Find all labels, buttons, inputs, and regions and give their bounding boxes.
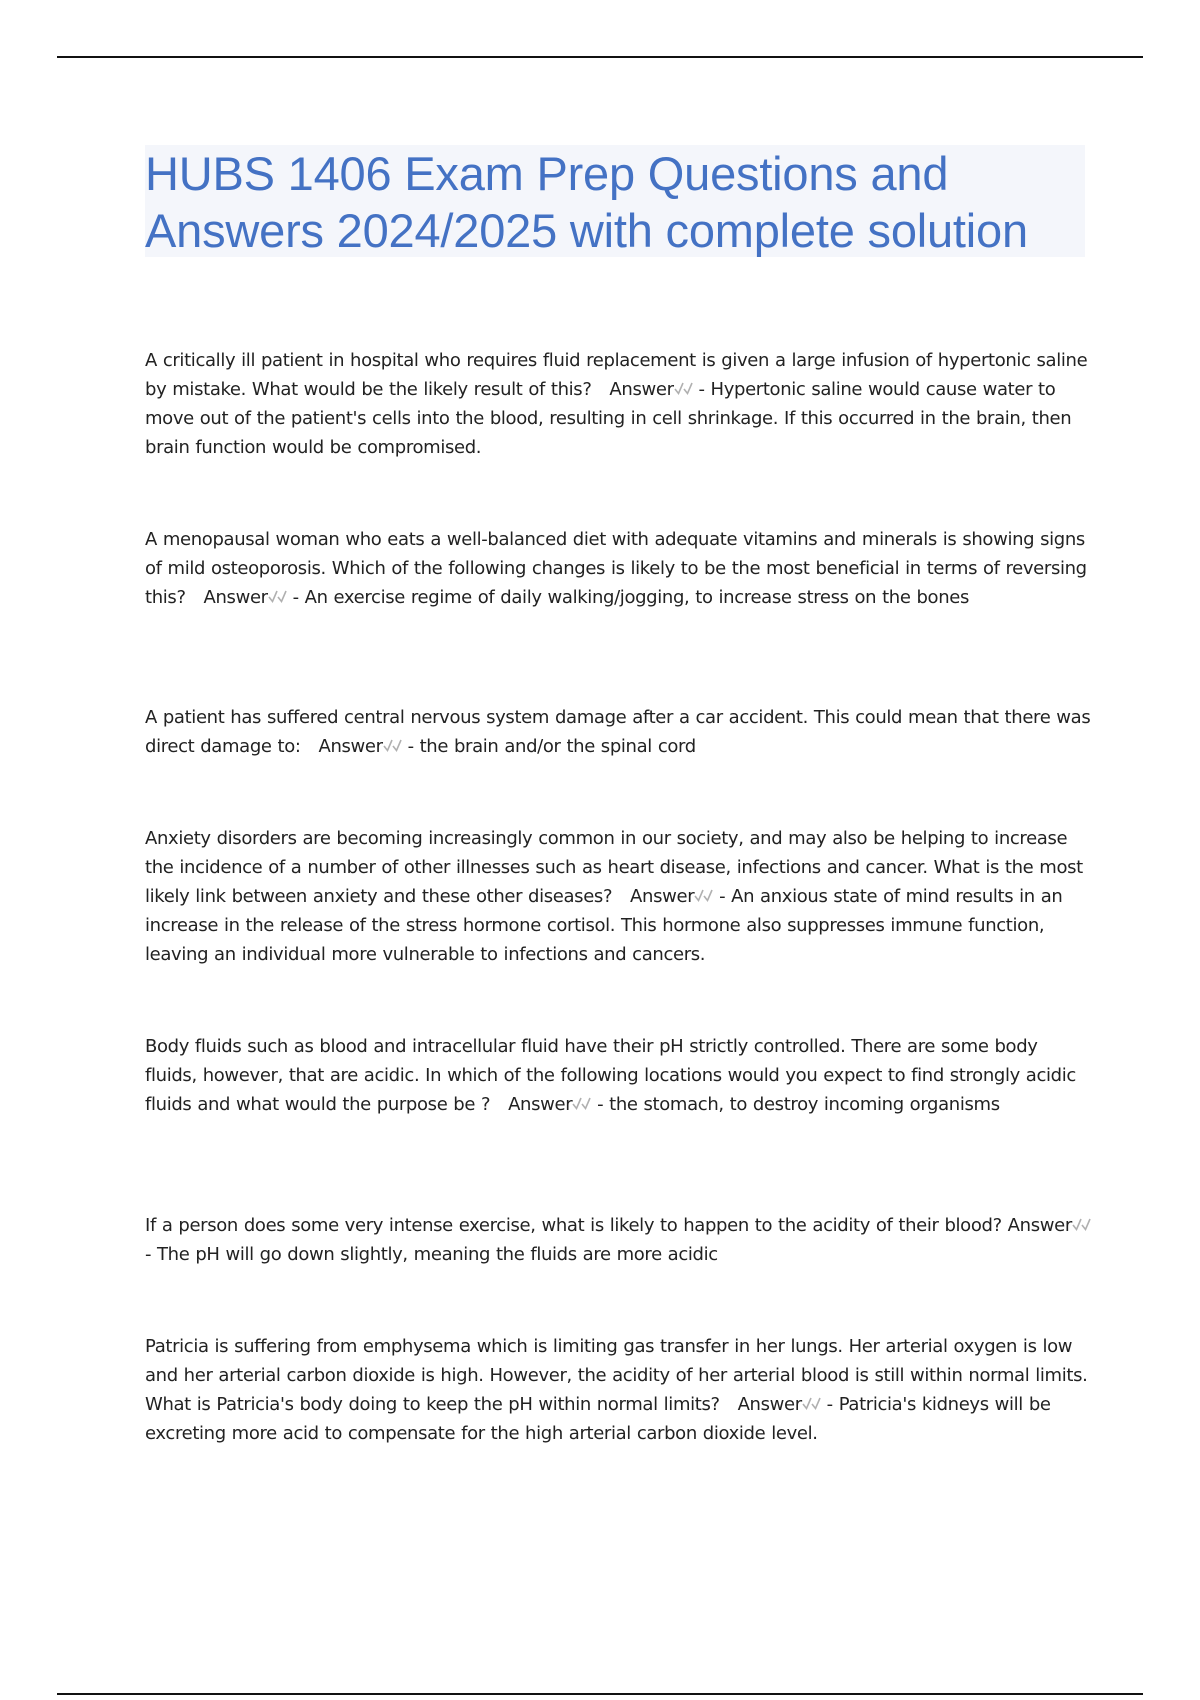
question-text: A menopausal woman who eats a well-balanced diet with adequate vitamins and minerals is showing signs of mild osteoporosis. Which of the following changes is likely to be the most beneficial in terms of reversing this? — [145, 529, 1087, 608]
check-mark-icon — [1072, 1216, 1091, 1233]
document-title: HUBS 1406 Exam Prep Questions and Answers 2024/2025 with complete solution — [145, 147, 1028, 257]
bottom-rule — [57, 1693, 1143, 1695]
qa-item-2 — [145, 525, 1095, 612]
answer-text: - An exercise regime of daily walking/jogging, to increase stress on the bones — [292, 587, 970, 608]
qa-item-6 — [145, 1211, 1095, 1269]
question-text: Anxiety disorders are becoming increasingly common in our society, and may also be helping to increase the incidence of a number of other illnesses such as heart disease, infections and cancer. What is the most likely link between anxiety and these other diseases? — [145, 828, 1083, 907]
answer-label: Answer — [203, 587, 268, 608]
check-mark-icon — [674, 380, 693, 397]
answer-text: - Hypertonic saline would cause water to move out of the patient's cells into the blood, resulting in cell shrinkage. If this occurred in the brain, then brain function would be compromised. — [145, 379, 1072, 458]
check-mark-icon — [694, 887, 713, 904]
check-mark-icon — [572, 1095, 591, 1112]
check-mark-icon — [383, 737, 402, 754]
answer-text: - the brain and/or the spinal cord — [407, 736, 696, 757]
qa-item-4 — [145, 824, 1095, 969]
answer-text: - The pH will go down slightly, meaning the fluids are more acidic — [145, 1244, 718, 1265]
answer-text: - An anxious state of mind results in an increase in the release of the stress hormone cortisol. This hormone also suppresses immune function, leaving an individual more vulnerable to infections and cancers. — [145, 886, 1063, 965]
title-box — [145, 145, 1085, 257]
qa-item-3 — [145, 703, 1095, 761]
answer-label: Answer — [609, 379, 674, 400]
check-mark-icon — [802, 1395, 821, 1412]
question-text: A patient has suffered central nervous system damage after a car accident. This could mean that there was direct damage to: — [145, 707, 1091, 757]
top-rule — [57, 56, 1143, 58]
qa-item-1 — [145, 346, 1095, 462]
answer-label: Answer — [508, 1094, 573, 1115]
question-text: If a person does some very intense exercise, what is likely to happen to the acidity of their blood? — [145, 1215, 1002, 1236]
qa-item-5 — [145, 1032, 1095, 1119]
answer-text: - the stomach, to destroy incoming organisms — [597, 1094, 1000, 1115]
question-text: A critically ill patient in hospital who requires fluid replacement is given a large infusion of hypertonic saline by mistake. What would be the likely result of this? — [145, 350, 1088, 400]
answer-label: Answer — [1007, 1215, 1072, 1236]
answer-label: Answer — [737, 1394, 802, 1415]
question-text: Body fluids such as blood and intracellular fluid have their pH strictly controlled. There are some body fluids, however, that are acidic. In which of the following locations would you expect to find strongly acidic fluids and what would the purpose be ? — [145, 1036, 1076, 1115]
qa-item-7 — [145, 1332, 1095, 1448]
question-text: Patricia is suffering from emphysema which is limiting gas transfer in her lungs. Her arterial oxygen is low and her arterial carbon dioxide is high. However, the acidity of her arterial blood is still within normal limits. What is Patricia's body doing to keep the pH within normal limits? — [145, 1336, 1088, 1415]
answer-text: - Patricia's kidneys will be excreting more acid to compensate for the high arterial carbon dioxide level. — [145, 1394, 1051, 1444]
answer-label: Answer — [318, 736, 383, 757]
answer-label: Answer — [630, 886, 695, 907]
check-mark-icon — [268, 588, 287, 605]
